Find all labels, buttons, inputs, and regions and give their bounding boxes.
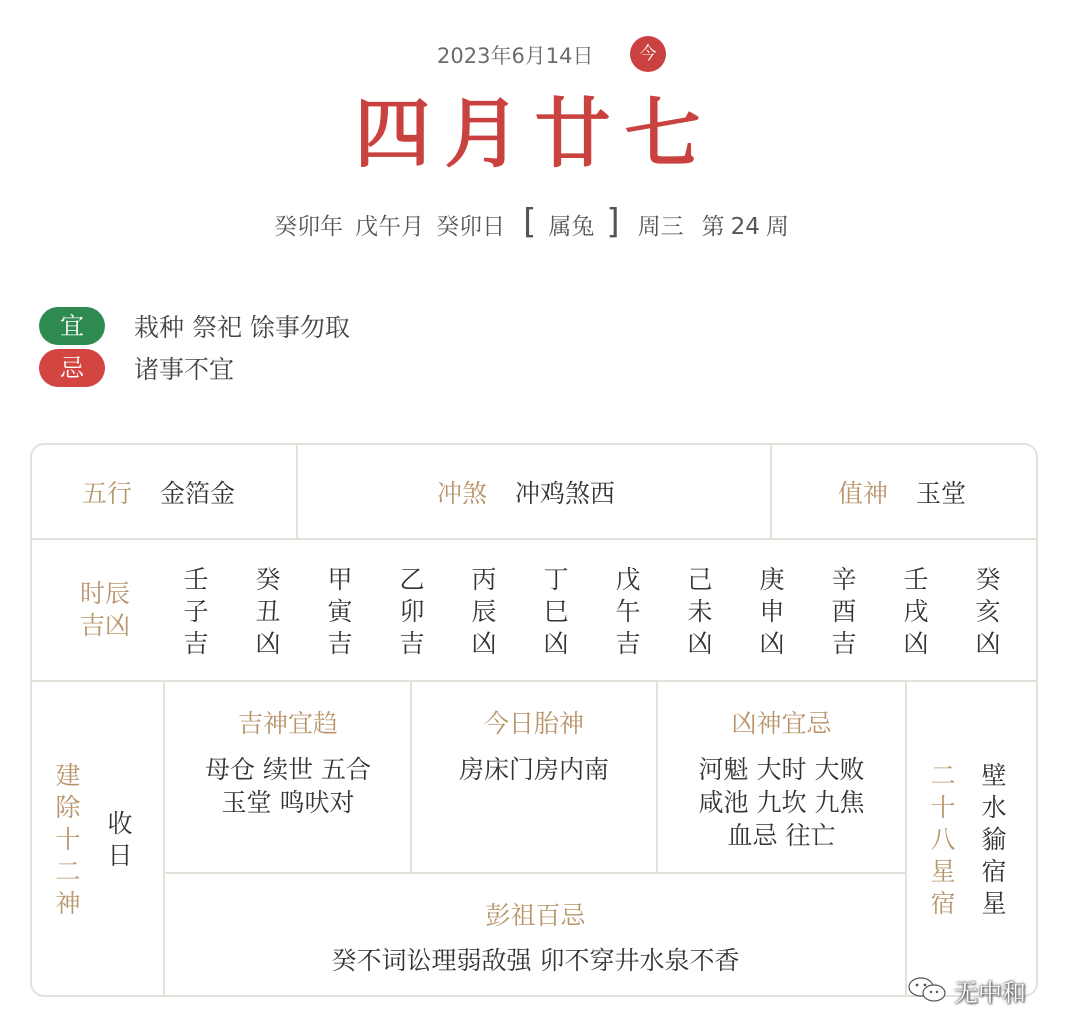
divider <box>31 680 1037 682</box>
hour-zhi: 辰 <box>471 597 497 626</box>
zhishen-label: 值神 <box>838 479 889 508</box>
divider <box>770 445 772 539</box>
hour-gan: 壬 <box>183 565 209 594</box>
hour-gan: 丁 <box>543 565 569 594</box>
hour-gan: 甲 <box>327 565 353 594</box>
divider <box>164 872 906 874</box>
hour-column <box>613 564 643 660</box>
jianchu-label-char: 神 <box>55 889 81 918</box>
xingxiu-label <box>928 760 958 920</box>
jianchu-label-char: 二 <box>55 857 81 886</box>
month-ganzhi: 戊午月 <box>355 213 425 240</box>
xingxiu-value <box>979 760 1009 920</box>
week-number <box>696 208 795 241</box>
hour-column <box>253 564 283 660</box>
hour-gan: 戊 <box>615 565 641 594</box>
week-prefix: 第 <box>701 213 725 240</box>
zodiac-badge <box>517 202 626 242</box>
hour-gan: 己 <box>687 565 713 594</box>
ji-badge: 忌 <box>39 349 105 387</box>
left-bracket-icon: [ <box>523 202 537 242</box>
today-button[interactable]: 今 <box>630 36 666 72</box>
xiongshen-title: 凶神宜忌 <box>731 709 832 738</box>
hour-luck: 吉 <box>399 629 425 658</box>
hour-column <box>685 564 715 660</box>
jianchu-label-char: 十 <box>55 825 81 854</box>
jianchu-value-char: 日 <box>107 841 133 870</box>
hour-luck: 凶 <box>543 629 569 658</box>
wuxing-cell <box>82 445 235 539</box>
jishen-line: 玉堂 鸣吠对 <box>221 788 355 817</box>
hour-column <box>469 564 499 660</box>
pengzu-title: 彭祖百忌 <box>485 901 586 930</box>
hour-column <box>829 564 859 660</box>
hour-zhi: 酉 <box>831 597 857 626</box>
hour-column <box>901 564 931 660</box>
date-row <box>0 36 1069 70</box>
lunar-date: 四月廿七 <box>354 89 715 178</box>
wuxing-label: 五行 <box>82 479 133 508</box>
hour-luck: 吉 <box>327 629 353 658</box>
jianchu-value-char: 收 <box>107 809 133 838</box>
jishen-title: 吉神宜趋 <box>237 709 338 738</box>
watermark <box>906 972 1026 1008</box>
chongsha-label: 冲煞 <box>437 479 488 508</box>
hour-zhi: 午 <box>615 597 641 626</box>
jianchu-label-char: 除 <box>55 793 81 822</box>
chongsha-value: 冲鸡煞西 <box>515 479 616 508</box>
divider <box>296 445 298 539</box>
hour-gan: 庚 <box>759 565 785 594</box>
hour-luck: 凶 <box>255 629 281 658</box>
weekday: 周三 <box>637 213 684 240</box>
ji-text: 诸事不宜 <box>134 355 235 384</box>
pengzu-text: 癸不词讼理弱敌强 卯不穿井水泉不香 <box>331 946 740 975</box>
chongsha-cell <box>437 445 615 539</box>
wuxing-value: 金箔金 <box>160 479 236 508</box>
xiongshen-line: 河魁 大时 大败 <box>698 755 865 784</box>
xingxiu-value-char: 壁 <box>981 761 1007 790</box>
shichen-label-line2: 吉凶 <box>79 611 130 640</box>
watermark-text: 无中和 <box>954 978 1026 1007</box>
taishen-title: 今日胎神 <box>483 709 584 738</box>
hour-zhi: 卯 <box>399 597 425 626</box>
hour-gan: 壬 <box>903 565 929 594</box>
xingxiu-value-char: 水 <box>981 793 1007 822</box>
hour-luck: 凶 <box>471 629 497 658</box>
hour-luck: 吉 <box>183 629 209 658</box>
jianchu-label <box>53 760 83 920</box>
hour-gan: 丙 <box>471 565 497 594</box>
hour-zhi: 申 <box>759 597 785 626</box>
taishen-line: 房床门房内南 <box>458 755 609 784</box>
hour-gan: 癸 <box>975 565 1001 594</box>
hour-zhi: 寅 <box>327 597 353 626</box>
hour-zhi: 戌 <box>903 597 929 626</box>
xingxiu-label-char: 宿 <box>930 889 956 918</box>
xingxiu-label-char: 二 <box>930 761 956 790</box>
xiongshen-line: 血忌 往亡 <box>727 821 836 850</box>
week-suffix: 周 <box>765 213 789 240</box>
hour-zhi: 子 <box>183 597 209 626</box>
xingxiu-label-char: 八 <box>930 825 956 854</box>
yi-badge: 宜 <box>39 307 105 345</box>
ganzhi-row <box>0 202 1069 246</box>
hour-zhi: 巳 <box>543 597 569 626</box>
hour-luck: 吉 <box>615 629 641 658</box>
xingxiu-value-char: 星 <box>981 889 1007 918</box>
hour-luck: 吉 <box>831 629 857 658</box>
xingxiu-value-char: 宿 <box>981 857 1007 886</box>
hour-gan: 癸 <box>255 565 281 594</box>
hour-zhi: 未 <box>687 597 713 626</box>
hour-gan: 辛 <box>831 565 857 594</box>
jishen-body <box>166 753 410 819</box>
shichen-label-line1: 时辰 <box>79 579 130 608</box>
zhishen-value: 玉堂 <box>916 479 967 508</box>
yi-text: 栽种 祭祀 馀事勿取 <box>134 313 350 342</box>
hour-column <box>541 564 571 660</box>
yi-row <box>39 306 350 346</box>
right-bracket-icon: ] <box>606 202 620 242</box>
taishen-body <box>412 753 656 786</box>
zodiac-text: 属兔 <box>548 213 595 240</box>
year-ganzhi: 癸卯年 <box>274 213 344 240</box>
hour-luck: 凶 <box>759 629 785 658</box>
xingxiu-value-char: 貐 <box>981 825 1007 854</box>
wechat-icon <box>906 976 950 1004</box>
jianchu-value <box>105 808 135 872</box>
ji-row <box>39 348 234 388</box>
hour-column <box>757 564 787 660</box>
day-ganzhi: 癸卯日 <box>436 213 506 240</box>
xingxiu-label-char: 星 <box>930 857 956 886</box>
week-number-value: 24 <box>730 213 760 240</box>
hour-column <box>973 564 1003 660</box>
hour-gan: 乙 <box>399 565 425 594</box>
hour-zhi: 亥 <box>975 597 1001 626</box>
hour-luck: 凶 <box>975 629 1001 658</box>
divider <box>163 681 165 996</box>
gregorian-date[interactable]: 2023年6月14日 <box>437 44 594 68</box>
shichen-label <box>70 578 140 642</box>
hour-column <box>397 564 427 660</box>
hour-luck: 凶 <box>687 629 713 658</box>
hour-zhi: 丑 <box>255 597 281 626</box>
xiongshen-body <box>658 753 905 852</box>
jianchu-label-char: 建 <box>55 761 81 790</box>
hour-column <box>325 564 355 660</box>
hour-column <box>181 564 211 660</box>
xingxiu-label-char: 十 <box>930 793 956 822</box>
hour-luck: 凶 <box>903 629 929 658</box>
xiongshen-line: 咸池 九坎 九焦 <box>698 788 865 817</box>
zhishen-cell <box>838 445 966 539</box>
jishen-line: 母仓 续世 五合 <box>205 755 371 784</box>
divider <box>905 681 907 996</box>
